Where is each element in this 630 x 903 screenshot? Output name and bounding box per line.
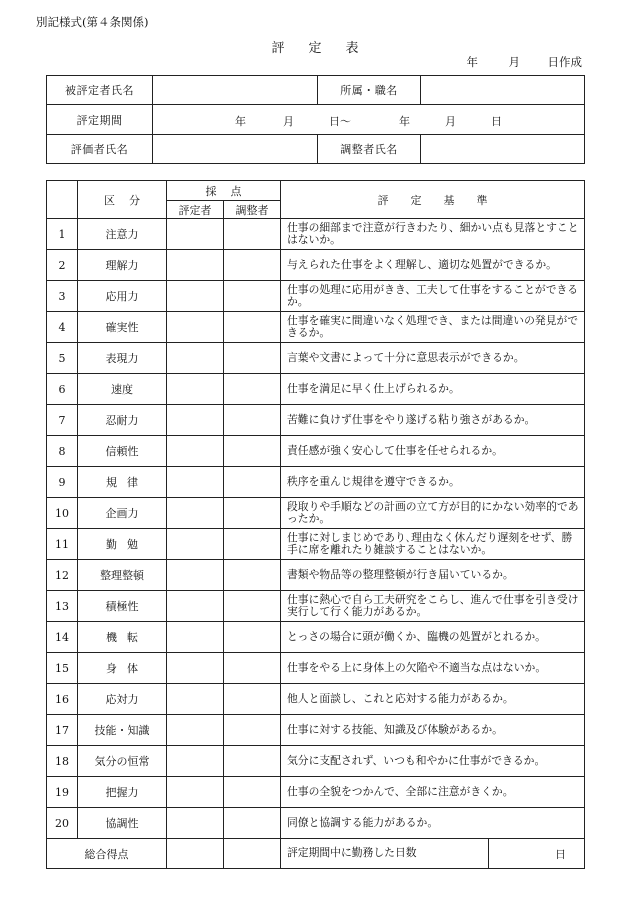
period-field[interactable] [153,105,585,135]
row-number: 20 [47,808,78,839]
criteria-row [47,250,585,281]
row-criteria: 責任感が強く安心して仕事を任せられるか。 [281,436,585,467]
row-evaluator-score-field[interactable] [167,777,224,808]
row-evaluator-score-field[interactable] [167,405,224,436]
document-title: 評定表 [271,41,383,56]
adjuster-name-label: 調整者氏名 [318,135,421,164]
row-evaluator-score-field[interactable] [167,529,224,560]
row-category: 協調性 [78,808,167,839]
header-adjuster: 調整者 [224,201,281,219]
criteria-row [47,343,585,374]
criteria-row [47,777,585,808]
row-evaluator-score-field[interactable] [167,653,224,684]
criteria-row [47,529,585,560]
row-evaluator-score-field[interactable] [167,343,224,374]
row-category: 理解力 [78,250,167,281]
evaluatee-name-label: 被評定者氏名 [47,76,153,105]
dept-position-label: 所属・職名 [318,76,421,105]
row-adjuster-score-field[interactable] [224,529,281,560]
row-category: 確実性 [78,312,167,343]
row-criteria: 同僚と協調する能力があるか。 [281,808,585,839]
evaluator-name-label: 評価者氏名 [47,135,153,164]
row-evaluator-score-field[interactable] [167,281,224,312]
total-score-label: 総合得点 [47,839,167,869]
creation-date-line [438,54,582,70]
row-number: 6 [47,374,78,405]
row-criteria: 段取りや手順などの計画の立て方が目的にかない効率的であったか。 [281,498,585,529]
row-number: 7 [47,405,78,436]
row-evaluator-score-field[interactable] [167,467,224,498]
row-number: 2 [47,250,78,281]
row-criteria: 苦難に負けず仕事をやり遂げる粘り強さがあるか。 [281,405,585,436]
row-category: 応用力 [78,281,167,312]
row-adjuster-score-field[interactable] [224,312,281,343]
row-criteria: 仕事を満足に早く仕上げられるか。 [281,374,585,405]
row-criteria: 気分に支配されず、いつも和やかに仕事ができるか。 [281,746,585,777]
row-adjuster-score-field[interactable] [224,281,281,312]
row-adjuster-score-field[interactable] [224,808,281,839]
working-days-label: 評定期間中に勤務した日数 [281,839,489,869]
row-criteria: 他人と面談し、これと応対する能力があるか。 [281,684,585,715]
criteria-row [47,405,585,436]
period-end-day: 日 [491,115,502,128]
criteria-row [47,653,585,684]
row-category: 規律 [78,467,167,498]
criteria-row [47,467,585,498]
row-number: 11 [47,529,78,560]
row-evaluator-score-field[interactable] [167,436,224,467]
evaluation-table [46,180,585,869]
row-adjuster-score-field[interactable] [224,250,281,281]
row-category: 身体 [78,653,167,684]
criteria-row [47,622,585,653]
row-number: 4 [47,312,78,343]
row-adjuster-score-field[interactable] [224,405,281,436]
row-adjuster-score-field[interactable] [224,343,281,374]
working-days-unit: 日 [555,847,566,861]
row-adjuster-score-field[interactable] [224,436,281,467]
row-number: 9 [47,467,78,498]
row-number: 13 [47,591,78,622]
header-score: 採点 [205,184,256,198]
row-criteria: 書類や物品等の整理整頓が行き届いているか。 [281,560,585,591]
row-adjuster-score-field[interactable] [224,684,281,715]
criteria-row [47,436,585,467]
row-criteria: とっさの場合に頭が働くか、臨機の処置がとれるか。 [281,622,585,653]
period-end-month: 月 [445,115,456,128]
row-criteria: 秩序を重んじ規律を遵守できるか。 [281,467,585,498]
row-category: 勤勉 [78,529,167,560]
row-number: 12 [47,560,78,591]
row-adjuster-score-field[interactable] [224,591,281,622]
total-score-adjuster-field[interactable] [224,839,281,869]
dept-position-field[interactable] [421,76,585,105]
row-criteria: 仕事を確実に間違いなく処理でき、または間違いの発見ができるか。 [281,312,585,343]
row-evaluator-score-field[interactable] [167,591,224,622]
row-category: 技能・知識 [78,715,167,746]
criteria-row [47,746,585,777]
row-number: 3 [47,281,78,312]
row-adjuster-score-field[interactable] [224,467,281,498]
row-evaluator-score-field[interactable] [167,374,224,405]
criteria-row [47,374,585,405]
creation-day-label: 日作成 [547,55,582,69]
form-number-label: 別記様式(第４条関係) [36,15,149,29]
row-category: 機転 [78,622,167,653]
row-adjuster-score-field[interactable] [224,746,281,777]
row-adjuster-score-field[interactable] [224,498,281,529]
row-number: 17 [47,715,78,746]
working-days-field[interactable] [489,839,585,869]
info-table [46,75,585,164]
row-category: 応対力 [78,684,167,715]
row-number: 8 [47,436,78,467]
criteria-row [47,560,585,591]
row-category: 注意力 [78,219,167,250]
row-number: 5 [47,343,78,374]
row-adjuster-score-field[interactable] [224,219,281,250]
row-evaluator-score-field[interactable] [167,312,224,343]
row-criteria: 仕事に対する技能、知識及び体験があるか。 [281,715,585,746]
row-adjuster-score-field[interactable] [224,622,281,653]
criteria-row [47,281,585,312]
row-adjuster-score-field[interactable] [224,777,281,808]
criteria-row [47,312,585,343]
row-criteria: 仕事をやる上に身体上の欠陥や不適当な点はないか。 [281,653,585,684]
row-criteria: 仕事の処理に応用がきき、工夫して仕事をすることができるか。 [281,281,585,312]
total-score-evaluator-field[interactable] [167,839,224,869]
row-category: 速度 [78,374,167,405]
row-category: 信頼性 [78,436,167,467]
row-number: 14 [47,622,78,653]
period-label: 評定期間 [47,105,153,135]
row-category: 表現力 [78,343,167,374]
criteria-row [47,715,585,746]
evaluatee-name-field[interactable] [153,76,318,105]
row-criteria: 仕事に対しまじめであり､理由なく休んだり遅刻をせず、勝手に席を離れたり雑談することはないか。 [281,529,585,560]
criteria-row [47,684,585,715]
row-criteria: 言葉や文書によって十分に意思表示ができるか。 [281,343,585,374]
row-evaluator-score-field[interactable] [167,622,224,653]
row-evaluator-score-field[interactable] [167,250,224,281]
row-criteria: 仕事の細部まで注意が行きわたり、細かい点も見落とすことはないか。 [281,219,585,250]
row-category: 企画力 [78,498,167,529]
header-evaluator: 評定者 [167,201,224,219]
row-number: 10 [47,498,78,529]
row-number: 15 [47,653,78,684]
period-start-month: 月 [283,115,294,128]
period-end-year: 年 [399,115,410,128]
header-number-cell [47,181,78,219]
row-evaluator-score-field[interactable] [167,498,224,529]
row-number: 1 [47,219,78,250]
header-category: 区分 [104,193,154,207]
evaluator-name-field[interactable] [153,135,318,164]
row-adjuster-score-field[interactable] [224,374,281,405]
criteria-row [47,498,585,529]
header-criteria: 評定基準 [377,193,510,207]
row-category: 積極性 [78,591,167,622]
criteria-row [47,219,585,250]
row-adjuster-score-field[interactable] [224,715,281,746]
period-start-year: 年 [235,115,246,128]
criteria-row [47,591,585,622]
row-evaluator-score-field[interactable] [167,560,224,591]
row-number: 16 [47,684,78,715]
period-start-day: 日〜 [329,115,351,128]
row-category: 気分の恒常 [78,746,167,777]
row-evaluator-score-field[interactable] [167,684,224,715]
creation-month-label: 月 [508,55,520,69]
row-number: 18 [47,746,78,777]
row-evaluator-score-field[interactable] [167,219,224,250]
row-criteria: 与えられた仕事をよく理解し、適切な処置ができるか。 [281,250,585,281]
row-criteria: 仕事の全貌をつかんで、全部に注意がきくか。 [281,777,585,808]
row-category: 忍耐力 [78,405,167,436]
row-evaluator-score-field[interactable] [167,715,224,746]
row-category: 把握力 [78,777,167,808]
criteria-row [47,808,585,839]
row-evaluator-score-field[interactable] [167,808,224,839]
creation-year-label: 年 [466,55,478,69]
row-evaluator-score-field[interactable] [167,746,224,777]
row-number: 19 [47,777,78,808]
adjuster-name-field[interactable] [421,135,585,164]
row-category: 整理整頓 [78,560,167,591]
row-criteria: 仕事に熱心で自ら工夫研究をこらし、進んで仕事を引き受け実行して行く能力があるか。 [281,591,585,622]
row-adjuster-score-field[interactable] [224,560,281,591]
row-adjuster-score-field[interactable] [224,653,281,684]
